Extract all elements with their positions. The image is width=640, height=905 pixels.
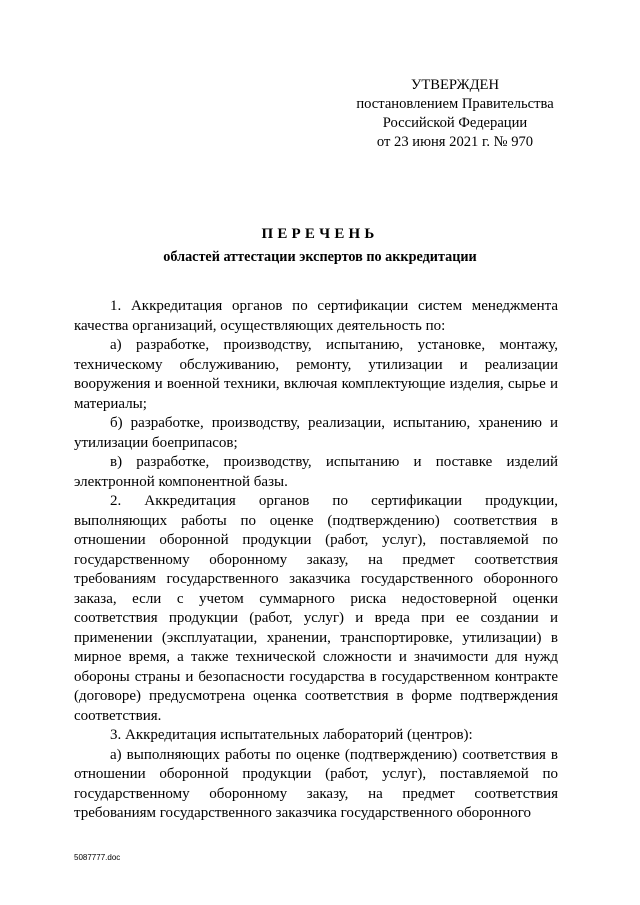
document-subtitle: областей аттестации экспертов по аккредитации bbox=[163, 249, 477, 265]
paragraph-1: 1. Аккредитация органов по сертификации систем менеджмента качества организаций, осуществляющих деятельность по: bbox=[74, 298, 558, 334]
document-title: ПЕРЕЧЕНЬ bbox=[261, 226, 379, 242]
approval-stamp bbox=[340, 76, 570, 152]
paragraph-3: 3. Аккредитация испытательных лабораторий (центров): bbox=[110, 727, 473, 743]
paragraph-1a: а) разработке, производству, испытанию, установке, монтажу, техническому обслуживанию, ремонту, утилизации и реализации вооружения и военной техники, включая комплектующие изделия, сырье и материалы; bbox=[74, 337, 558, 412]
approval-line: Российской Федерации bbox=[382, 115, 528, 131]
paragraph-3a: а) выполняющих работы по оценке (подтверждению) соответствия в отношении оборонной продукции (работ, услуг), поставляемой по государственному оборонному заказу, на предмет соответствия требованиям государственного заказчика государственного оборонного bbox=[74, 746, 558, 821]
paragraph-1b: б) разработке, производству, реализации, испытанию, хранению и утилизации боеприпасов; bbox=[74, 415, 558, 451]
approval-date-number: от 23 июня 2021 г. № 970 bbox=[376, 134, 534, 150]
approval-line: постановлением Правительства bbox=[356, 96, 554, 112]
file-reference: 5087777.doc bbox=[74, 853, 121, 862]
document-body bbox=[74, 297, 558, 824]
approval-heading: УТВЕРЖДЕН bbox=[411, 77, 499, 93]
paragraph-2: 2. Аккредитация органов по сертификации продукции, выполняющих работы по оценке (подтверждению) соответствия в отношении оборонной продукции (работ, услуг), поставляемой по государственному оборонному заказу, на предмет соответствия требованиям государственного заказчика государственного оборонного заказа, если с учетом суммарного риска недостоверной оценки соответствия продукции (работ, услуг) и вреда при ее создании и применении (эксплуатации, хранении, транспортировке, утилизации) в мирное время, а также технической сложности и значимости для нужд обороны страны и безопасности государства в государственном контракте (договоре) предусмотрена оценка соответствия в форме подтверждения соответствия. bbox=[74, 493, 558, 724]
paragraph-1c: в) разработке, производству, испытанию и поставке изделий электронной компонентной базы. bbox=[74, 454, 558, 490]
